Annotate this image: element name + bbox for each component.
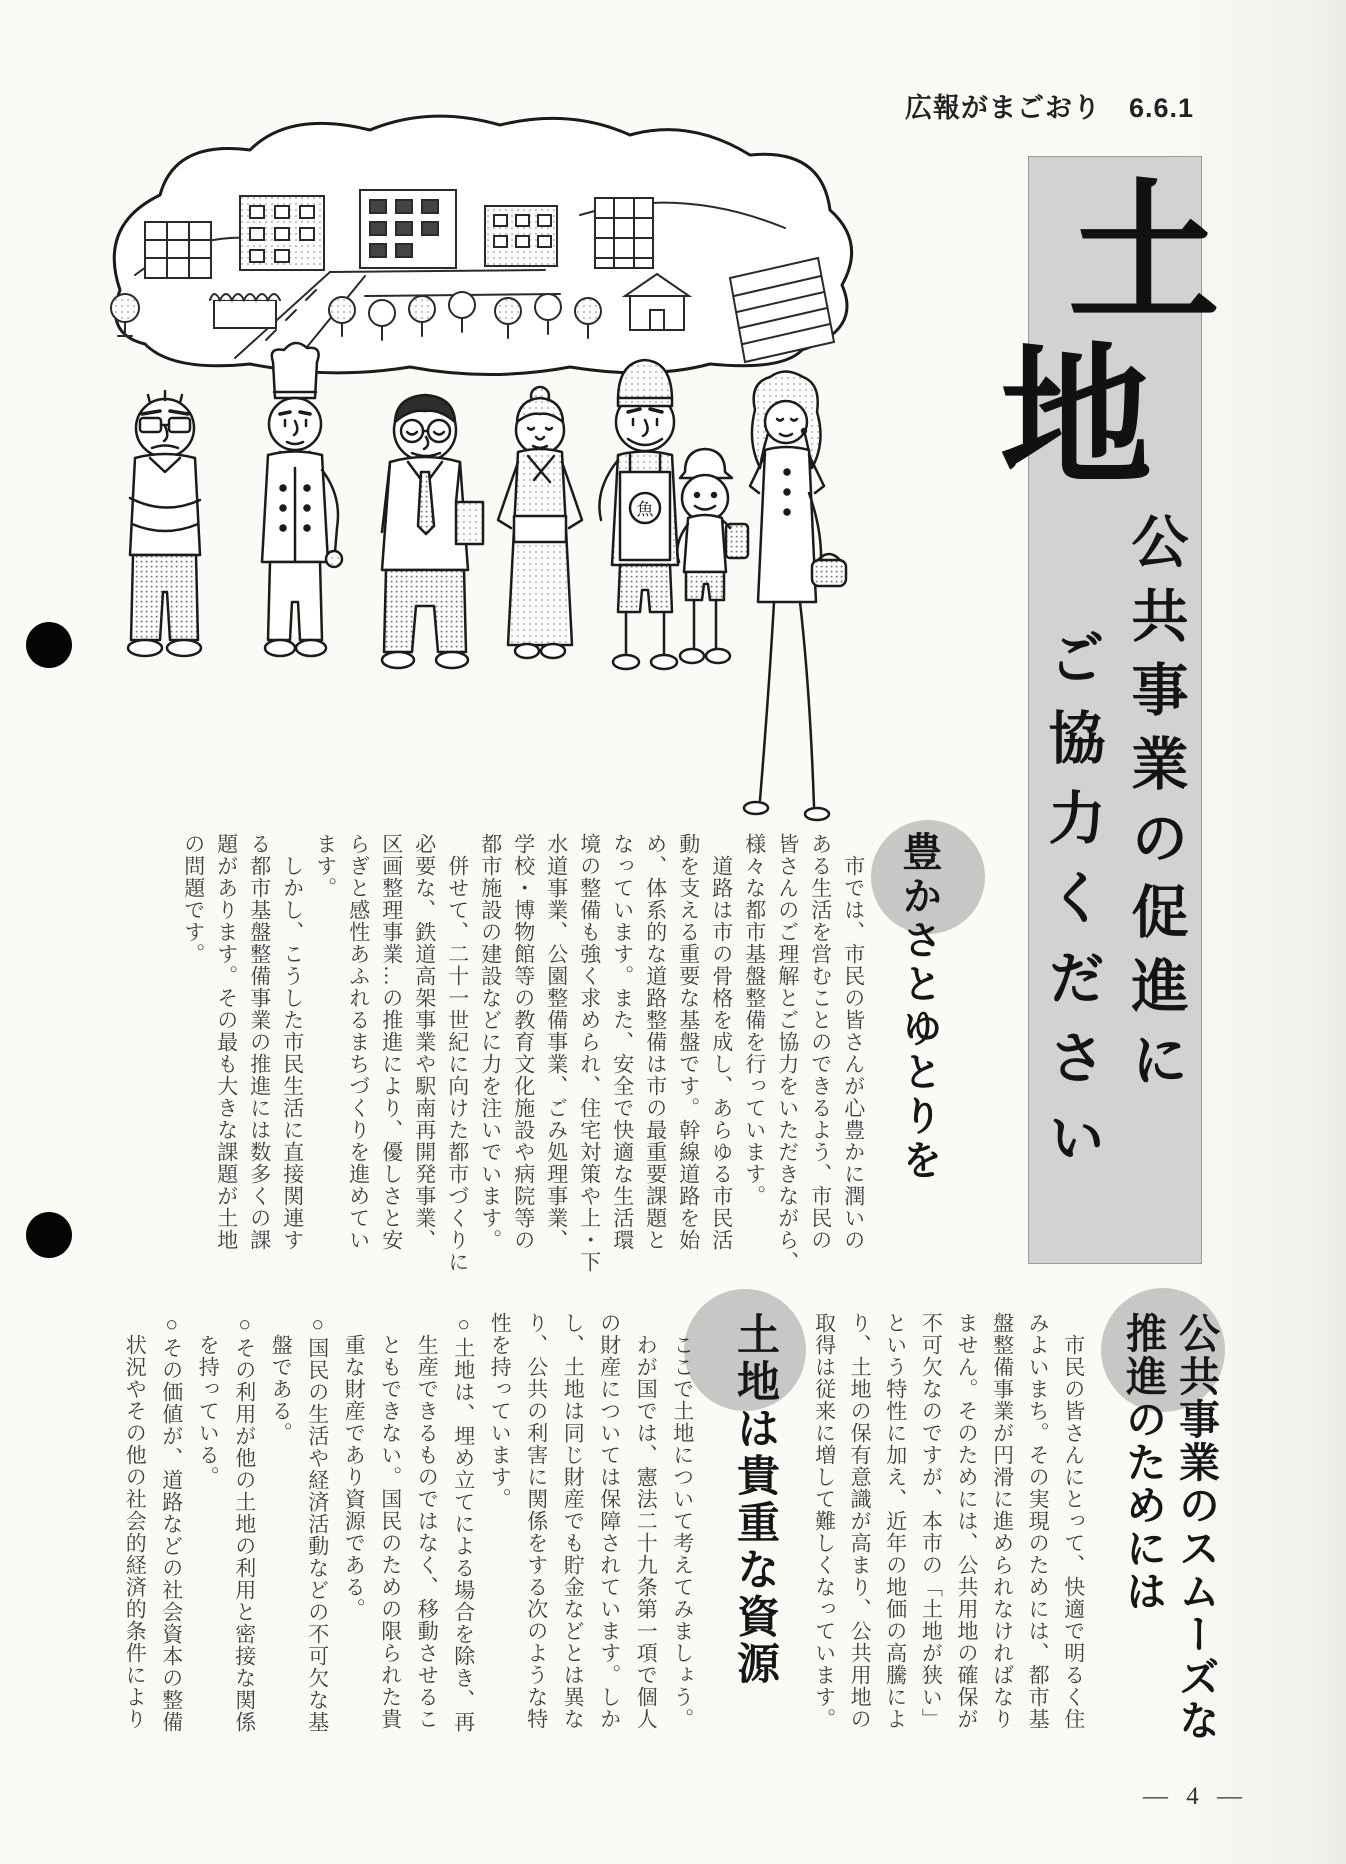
section1-text-column: 題があります。その最も大きな課題が土地 xyxy=(214,833,239,1251)
section2-text-column: 盤である。 xyxy=(269,1312,294,1444)
section1-text-column: 併せて、二十一世紀に向けた都市づくりに xyxy=(445,833,470,1273)
section1-text-column: ある生活を営むことのできるよう、市民の xyxy=(808,833,833,1251)
section2-text-column: ともできない。国民のための限られた貴 xyxy=(378,1312,403,1730)
page-subtitle: ご協力ください xyxy=(1040,628,1103,1188)
section2-text-column: という特性に加え、近年の地価の高騰によ xyxy=(883,1312,908,1730)
kimono-woman-figure xyxy=(498,387,582,658)
section2-text-column: 市民の皆さんにとって、快適で明るく住 xyxy=(1061,1312,1086,1730)
section2-text-column: みよいまち。その実現のためには、都市基 xyxy=(1026,1312,1051,1730)
fishmonger-figure xyxy=(599,360,678,669)
section2-heading: 公共事業のスムーズな xyxy=(1173,1312,1219,1742)
section2-text-column: 不可欠なのですが、本市の「土地が狭い」 xyxy=(919,1312,944,1730)
section1-text-column: 皆さんのご理解とご協力をいただきながら、 xyxy=(775,833,800,1273)
section1-text-column: 水道事業、公園整備事業、ごみ処理事業、 xyxy=(544,833,569,1251)
town-and-citizens-illustration xyxy=(90,100,870,840)
section2-text-column: 性を持っています。 xyxy=(488,1312,513,1510)
section2-text-column: 盤整備事業が円滑に進められなければなり xyxy=(990,1312,1015,1730)
binding-hole-bottom xyxy=(26,1212,72,1258)
section1-text-column: 区画整理事業…の推進により、優しさと安 xyxy=(379,833,404,1251)
elevated-road xyxy=(730,258,834,362)
section2-text-column: わが国では、憲法二十九条第一項で個人 xyxy=(634,1312,659,1730)
section1-text-column: 道路は市の骨格を成し、あらゆる市民活 xyxy=(709,833,734,1251)
old-man-figure xyxy=(128,391,201,656)
chef-figure xyxy=(262,343,342,656)
boy-figure xyxy=(677,449,748,663)
page-title-char: 地 xyxy=(1000,333,1152,503)
section2-text-column: ○国民の生活や経済活動などの不可欠な基 xyxy=(305,1312,330,1733)
section1-text-column: 様々な都市基盤整備を行っています。 xyxy=(742,833,767,1207)
section2-text-column: り、公共の利害に関係をする次のような特 xyxy=(524,1312,549,1730)
section2-text-column: 生産できるものではなく、移動させるこ xyxy=(415,1312,440,1730)
section2-text-column: ○その価値が、道路などの社会資本の整備 xyxy=(159,1312,184,1733)
section1-text-column: らぎと感性あふれるまちづくりを進めてい xyxy=(346,833,371,1251)
section1-text-column: 市では、市民の皆さんが心豊かに潤いの xyxy=(841,833,866,1251)
section1-heading: 豊かさとゆとりを xyxy=(897,831,941,1183)
section1-text-column: 動を支える重要な基盤です。幹線道路を始 xyxy=(676,833,701,1251)
shop-awning xyxy=(210,294,280,328)
section1-text-column: 必要な、鉄道高架事業や駅南再開発事業、 xyxy=(412,833,437,1251)
section1-text-column: 学校・博物館等の教育文化施設や病院等の xyxy=(511,833,536,1251)
section2-text-column: ません。そのためには、公共用地の確保が xyxy=(954,1312,979,1730)
section2-text-column: 重な財産であり資源である。 xyxy=(342,1312,367,1620)
suit-man-figure xyxy=(382,395,483,668)
section1-text-column: め、体系的な道路整備は市の最重要課題と xyxy=(643,833,668,1251)
section1-text-column: の問題です。 xyxy=(181,833,206,965)
fish-badge-text: 魚 xyxy=(636,500,654,519)
section2-text-column: ここで土地について考えてみましょう。 xyxy=(670,1312,695,1730)
section2-text-column: ○その利用が他の土地の利用と密接な関係 xyxy=(232,1312,257,1733)
woman-figure xyxy=(744,372,846,821)
page-header: 広報がまごおり 6.6.1 xyxy=(905,93,1195,123)
section1-text-column: ます。 xyxy=(313,833,338,899)
section2-heading: 推進のためには xyxy=(1120,1312,1166,1613)
page-number: — 4 — xyxy=(1143,1783,1248,1810)
page-subtitle: 公共事業の促進に xyxy=(1123,512,1186,1104)
section2-text-column: し、土地は同じ財産でも貯金などとは異な xyxy=(561,1312,586,1730)
section1-text-column: 都市施設の建設などに力を注いでいます。 xyxy=(478,833,503,1251)
section2-text-column: 状況やその他の社会的経済的条件により xyxy=(123,1312,148,1730)
section2-subheading: 土地は貴重な資源 xyxy=(731,1312,779,1688)
section1-text-column: る都市基盤整備事業の推進には数多くの課 xyxy=(247,833,272,1251)
section1-text-column: 境の整備も強く求められ、住宅対策や上・下 xyxy=(577,833,602,1273)
section2-text-column: を持っている。 xyxy=(196,1312,221,1488)
binding-hole-top xyxy=(26,622,72,668)
section1-text-column: しかし、こうした市民生活に直接関連す xyxy=(280,833,305,1251)
section1-text-column: なっています。また、安全で快適な生活環 xyxy=(610,833,635,1251)
section2-text-column: 取得は従来に増して難しくなっています。 xyxy=(812,1312,837,1730)
section2-text-column: ○土地は、埋め立てによる場合を除き、再 xyxy=(451,1312,476,1733)
section2-text-column: り、土地の保有意識が高まり、公共用地の xyxy=(848,1312,873,1730)
page-title-char: 土 xyxy=(1068,169,1220,339)
section2-text-column: の財産については保障されています。しか xyxy=(597,1312,622,1730)
